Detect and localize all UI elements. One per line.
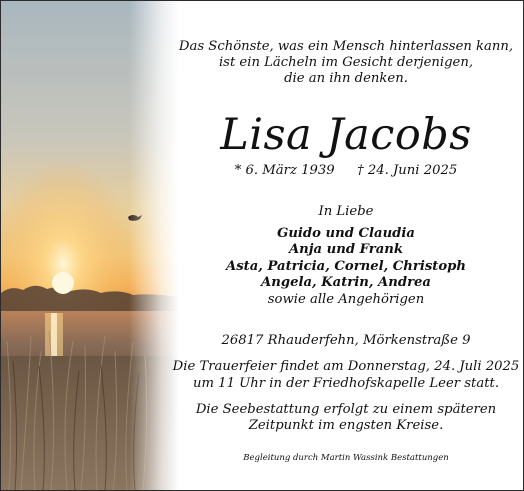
sunset-lake-photo <box>1 1 179 490</box>
burial-line: Zeitpunkt im engsten Kreise. <box>248 418 444 433</box>
relatives-line: sowie alle Angehörigen <box>267 292 425 307</box>
life-dates <box>169 163 523 179</box>
undertaker-credit: Begleitung durch Martin Wassink Bestattungen <box>243 453 449 463</box>
burial-line: Die Seebestattung erfolgt zu einem späteren <box>195 402 497 417</box>
in-love-label: In Liebe <box>318 204 374 219</box>
deceased-name: Lisa Jacobs <box>220 110 472 160</box>
funeral-line: um 11 Uhr in der Friedhofskapelle Leer statt. <box>192 376 500 391</box>
mourner-line: Anja und Frank <box>288 242 404 257</box>
quote-line: Das Schönste, was ein Mensch hinterlassen kann, <box>178 39 514 54</box>
death-date: † 24. Juni 2025 <box>357 163 458 178</box>
birth-date: * 6. März 1939 <box>234 163 335 178</box>
mourner-line: Angela, Katrin, Andrea <box>261 275 431 290</box>
obituary-text <box>169 1 523 490</box>
quote-line: ist ein Lächeln im Gesicht derjenigen, <box>218 55 474 70</box>
funeral-line: Die Trauerfeier findet am Donnerstag, 24. Juli 2025 <box>172 359 520 374</box>
mourner-line: Asta, Patricia, Cornel, Christoph <box>226 259 466 274</box>
mourner-line: Guido und Claudia <box>277 226 415 241</box>
address: 26817 Rhauderfehn, Mörkenstraße 9 <box>221 333 471 348</box>
quote-line: die an ihn denken. <box>284 71 408 86</box>
